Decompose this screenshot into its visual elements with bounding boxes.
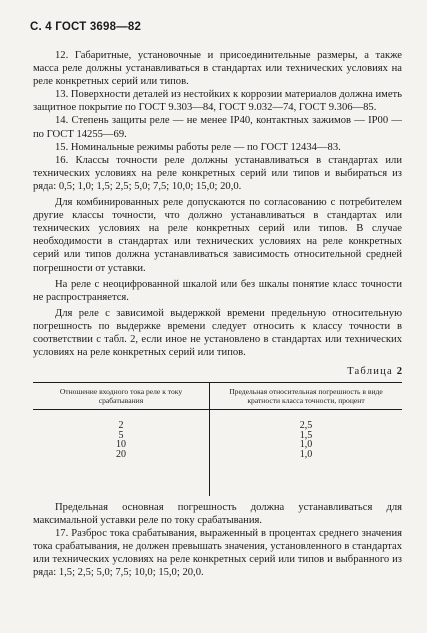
table-row [33, 431, 402, 441]
page-header: С. 4 ГОСТ 3698—82 [30, 21, 142, 33]
table-row [33, 410, 402, 431]
cell-ratio: 20 [33, 450, 210, 496]
paragraph-14: 14. Степень защиты реле — не менее IP40, контактных зажимов — IP00 — по ГОСТ 14255—69. [33, 115, 402, 140]
paragraph-16-max-setting: Предельная основная погрешность должна устанавливаться для максимальной уставки реле по току срабатывания. [33, 501, 402, 526]
column-header-current-ratio: Отношение входного тока реле к току срабатывания [33, 383, 210, 410]
cell-ratio: 10 [33, 440, 210, 450]
column-header-error: Предельная относительная погрешность в виде кратности класса точности, процент [210, 383, 403, 410]
cell-error: 1,0 [299, 439, 313, 451]
cell-ratio: 5 [33, 431, 210, 441]
paragraph-16-combined-relays: Для комбинированных реле допускаются по согласованию с потребителем другие классы точности, что должно устанавливаться в стандартах или технических условиях на реле конкретных серий или типов. В случае необходимости в стандартах или технических условиях на реле конкретных серий или типов должна устанавливаться зависимость относительной средней погрешности от уставки. [33, 197, 402, 274]
cell-error: 2,5 [299, 420, 313, 432]
table-row [33, 440, 402, 450]
paragraph-13: 13. Поверхности деталей из нестойких к коррозии материалов должна иметь защитное покрытие по ГОСТ 9.303—84, ГОСТ 9.032—74, ГОСТ 9.306—85. [33, 89, 402, 114]
document-body [33, 49, 402, 579]
cell-error: 1,0 [299, 449, 313, 461]
paragraph-12: 12. Габаритные, установочные и присоединительные размеры, а также масса реле должны устанавливаться в стандартах или технических условиях на реле конкретных серий или типов. [33, 50, 402, 88]
table-label-number: 2 [396, 366, 402, 378]
table-2 [33, 382, 402, 495]
paragraph-16-no-scale: На реле с неоцифрованной шкалой или без шкалы понятие класс точности не распространяется. [33, 278, 402, 303]
paragraph-15: 15. Номинальные режимы работы реле — по ГОСТ 12434—83. [55, 141, 341, 153]
table-header-row [33, 383, 402, 410]
cell-error: 1,5 [299, 429, 313, 441]
table-2-label [33, 365, 402, 378]
paragraph-16: 16. Классы точности реле должны устанавливаться в стандартах или технических условиях на реле конкретных серий или типов и выбираться из ряда: 0,5; 1,0; 1,5; 2,5; 5,0; 7,5; 10,0; 15,0; 20,0. [33, 154, 402, 192]
table-row [33, 450, 402, 496]
table-label-word: Таблица [347, 366, 393, 378]
cell-ratio: 2 [33, 410, 210, 431]
paragraph-16-time-delay: Для реле с зависимой выдержкой времени предельную относительную погрешность по выдержке времени следует относить к классу точности в соответствии с табл. 2, если иное не установлено в стандартах или технических условиях на реле конкретных серий или типов. [33, 307, 402, 359]
paragraph-17: 17. Разброс тока срабатывания, выраженный в процентах среднего значения тока срабатывания, не должен превышать значения, установленного в стандартах или технических условиях на реле конкретных серий или типов и выбранного из ряда: 1,5; 2,5; 5,0; 7,5; 10,0; 15,0; 20,0. [33, 527, 402, 579]
